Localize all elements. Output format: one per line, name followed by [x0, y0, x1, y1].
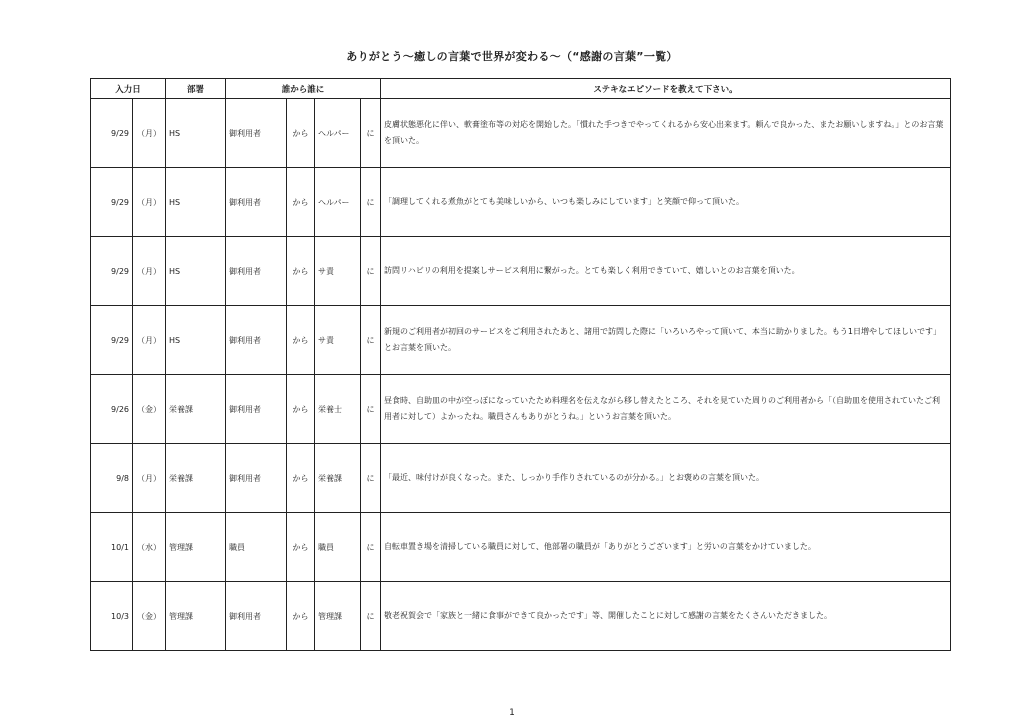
- entry-ni: に: [361, 306, 381, 375]
- entry-ni: に: [361, 375, 381, 444]
- entry-from: 職員: [226, 513, 287, 582]
- entry-from: 御利用者: [226, 444, 287, 513]
- table-row: [91, 375, 951, 444]
- entry-department: 管理課: [166, 582, 226, 651]
- entry-department: HS: [166, 99, 226, 168]
- entry-episode: 訪問リハビリの利用を提案しサービス利用に繋がった。とても楽しく利用できていて、嬉しいとのお言葉を頂いた。: [381, 237, 951, 306]
- entry-to: 管理課: [315, 582, 361, 651]
- entry-episode: 敬老祝賀会で「家族と一緒に食事ができて良かったです」等、開催したことに対して感謝の言葉をたくさんいただきました。: [381, 582, 951, 651]
- entry-date: 9/8: [91, 444, 133, 513]
- entry-weekday: （月）: [133, 99, 166, 168]
- gratitude-table: [90, 78, 951, 651]
- entry-weekday: （月）: [133, 444, 166, 513]
- entry-ni: に: [361, 99, 381, 168]
- entry-department: HS: [166, 306, 226, 375]
- entry-kara: から: [287, 513, 315, 582]
- entry-ni: に: [361, 513, 381, 582]
- entry-weekday: （金）: [133, 375, 166, 444]
- entry-episode: 「調理してくれる煮魚がとても美味しいから、いつも楽しみにしています」と笑顔で仰って頂いた。: [381, 168, 951, 237]
- table-row: [91, 168, 951, 237]
- entry-from: 御利用者: [226, 168, 287, 237]
- entry-date: 9/29: [91, 99, 133, 168]
- entry-to: 栄養士: [315, 375, 361, 444]
- header-who: 誰から誰に: [226, 79, 381, 99]
- entry-to: 栄養課: [315, 444, 361, 513]
- table-row: [91, 513, 951, 582]
- entry-date: 10/3: [91, 582, 133, 651]
- entry-department: HS: [166, 237, 226, 306]
- entry-ni: に: [361, 168, 381, 237]
- header-episode: ステキなエピソードを教えて下さい。: [381, 79, 951, 99]
- table-row: [91, 99, 951, 168]
- entry-from: 御利用者: [226, 582, 287, 651]
- entry-from: 御利用者: [226, 99, 287, 168]
- entry-episode: 「最近、味付けが良くなった。また、しっかり手作りされているのが分かる。」とお褒めの言葉を頂いた。: [381, 444, 951, 513]
- entry-weekday: （金）: [133, 582, 166, 651]
- entry-kara: から: [287, 582, 315, 651]
- table-row: [91, 306, 951, 375]
- table-header-row: [91, 79, 951, 99]
- entry-episode: 自転車置き場を清掃している職員に対して、他部署の職員が「ありがとうございます」と労いの言葉をかけていました。: [381, 513, 951, 582]
- entry-weekday: （水）: [133, 513, 166, 582]
- entry-from: 御利用者: [226, 306, 287, 375]
- document-title: ありがとう～癒しの言葉で世界が変わる～（“感謝の言葉”一覧）: [346, 50, 678, 63]
- entry-department: 栄養課: [166, 375, 226, 444]
- entry-kara: から: [287, 375, 315, 444]
- entry-kara: から: [287, 306, 315, 375]
- entry-ni: に: [361, 237, 381, 306]
- entry-date: 9/29: [91, 168, 133, 237]
- entry-kara: から: [287, 237, 315, 306]
- entry-from: 御利用者: [226, 375, 287, 444]
- entry-ni: に: [361, 582, 381, 651]
- entry-date: 9/29: [91, 306, 133, 375]
- entry-kara: から: [287, 444, 315, 513]
- entry-from: 御利用者: [226, 237, 287, 306]
- entry-department: HS: [166, 168, 226, 237]
- entry-kara: から: [287, 168, 315, 237]
- entry-department: 栄養課: [166, 444, 226, 513]
- entry-episode: 新規のご利用者が初回のサービスをご利用されたあと、諸用で訪問した際に「いろいろやって頂いて、本当に助かりました。もう1日増やしてほしいです」とお言葉を頂いた。: [381, 306, 951, 375]
- entry-date: 9/26: [91, 375, 133, 444]
- entry-to: ヘルパー: [315, 168, 361, 237]
- entry-department: 管理課: [166, 513, 226, 582]
- header-date: 入力日: [91, 79, 166, 99]
- entry-date: 10/1: [91, 513, 133, 582]
- entry-episode: 皮膚状態悪化に伴い、軟膏塗布等の対応を開始した。「慣れた手つきでやってくれるから安心出来ます。頼んで良かった、またお願いしますね。」とのお言葉を頂いた。: [381, 99, 951, 168]
- entry-weekday: （月）: [133, 168, 166, 237]
- table-row: [91, 582, 951, 651]
- table-row: [91, 444, 951, 513]
- entry-weekday: （月）: [133, 237, 166, 306]
- table-row: [91, 237, 951, 306]
- entry-to: サ責: [315, 237, 361, 306]
- header-dept: 部署: [166, 79, 226, 99]
- entry-to: サ責: [315, 306, 361, 375]
- entry-weekday: （月）: [133, 306, 166, 375]
- page-number: 1: [509, 708, 515, 718]
- entry-ni: に: [361, 444, 381, 513]
- entry-date: 9/29: [91, 237, 133, 306]
- entry-to: 職員: [315, 513, 361, 582]
- entry-episode: 昼食時、自助皿の中が空っぽになっていたため料理名を伝えながら移し替えたところ、それを見ていた周りのご利用者から「（自助皿を使用されていたご利用者に対して）よかったね。職員さんもありがとうね。」というお言葉を頂いた。: [381, 375, 951, 444]
- entry-to: ヘルパー: [315, 99, 361, 168]
- entry-kara: から: [287, 99, 315, 168]
